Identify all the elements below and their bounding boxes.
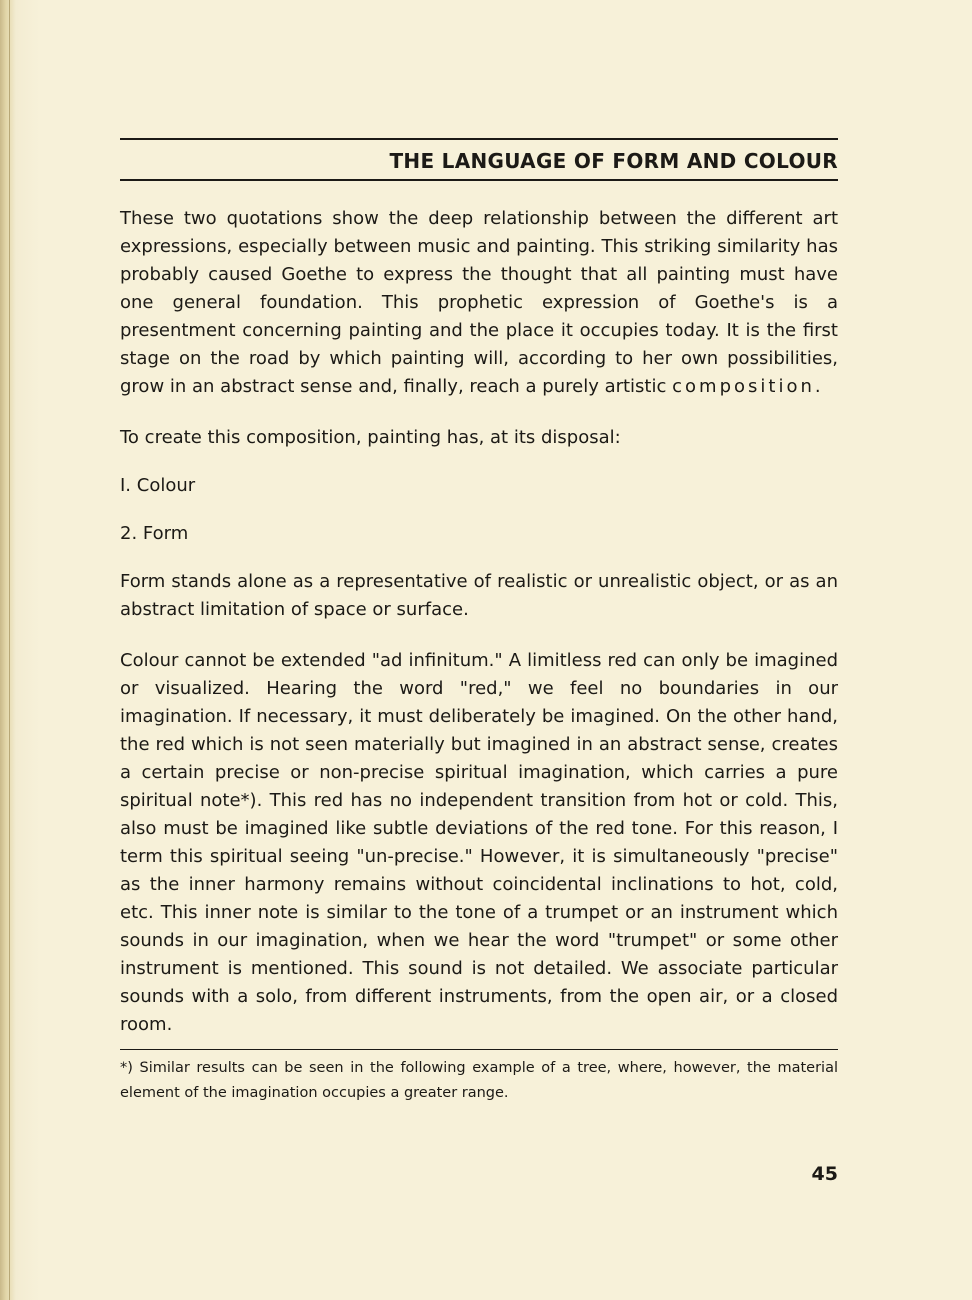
running-title: THE LANGUAGE OF FORM AND COLOUR — [389, 149, 838, 173]
list-item-colour: I. Colour — [120, 475, 196, 496]
footnote: *) Similar results can be seen in the following example of a tree, where, however, the material element of the imagination occupies a greater range. — [120, 1060, 838, 1101]
paragraph-disposal: To create this composition, painting has, at its disposal: — [120, 427, 621, 448]
paragraph-form: Form stands alone as a representative of realistic or unrealistic object, or as an abstract limitation of space or surface. — [120, 571, 838, 620]
body-text — [120, 205, 838, 1039]
list-item-form: 2. Form — [120, 523, 189, 544]
page-content — [120, 138, 838, 1121]
page-number: 45 — [811, 1163, 838, 1185]
paragraph-quotations — [120, 205, 838, 401]
footnote-rule — [120, 1049, 838, 1050]
page-spine-edge — [9, 0, 10, 1300]
emphasized-word: composition. — [672, 376, 824, 397]
paragraph-colour: Colour cannot be extended "ad infinitum." A limitless red can only be imagined or visualized. Hearing the word "red," we feel no boundaries in our imagination. If necessary, it must deliberately be imagined. On the other hand, the red which is not seen materially but imagined in an abstract sense, creates a certain precise or non-precise spiritual imagination, which carries a pure spiritual note*). This red has no independent transition from hot or cold. This, also must be imagined like subtle deviations of the red tone. For this reason, I term this spiritual seeing "un-precise." However, it is simultaneously "precise" as the inner harmony remains without coincidental inclinations to hot, cold, etc. This inner note is similar to the tone of a trumpet or an instrument which sounds in our imagination, when we hear the word "trumpet" or some other instrument is mentioned. This sound is not detailed. We associate particular sounds with a solo, from different instruments, from the open air, or a closed room. — [120, 650, 838, 1035]
paragraph-quotations-text: These two quotations show the deep relationship between the different art expressions, especially between music and painting. This striking similarity has probably caused Goethe to express the thought that all painting must have one general foundation. This prophetic expression of Goethe's is a presentment concerning painting and the place it occupies today. It is the first stage on the road by which painting will, according to her own possibilities, grow in an abstract sense and, finally, reach a purely artistic — [120, 208, 838, 397]
header-rule-bottom — [120, 179, 838, 181]
